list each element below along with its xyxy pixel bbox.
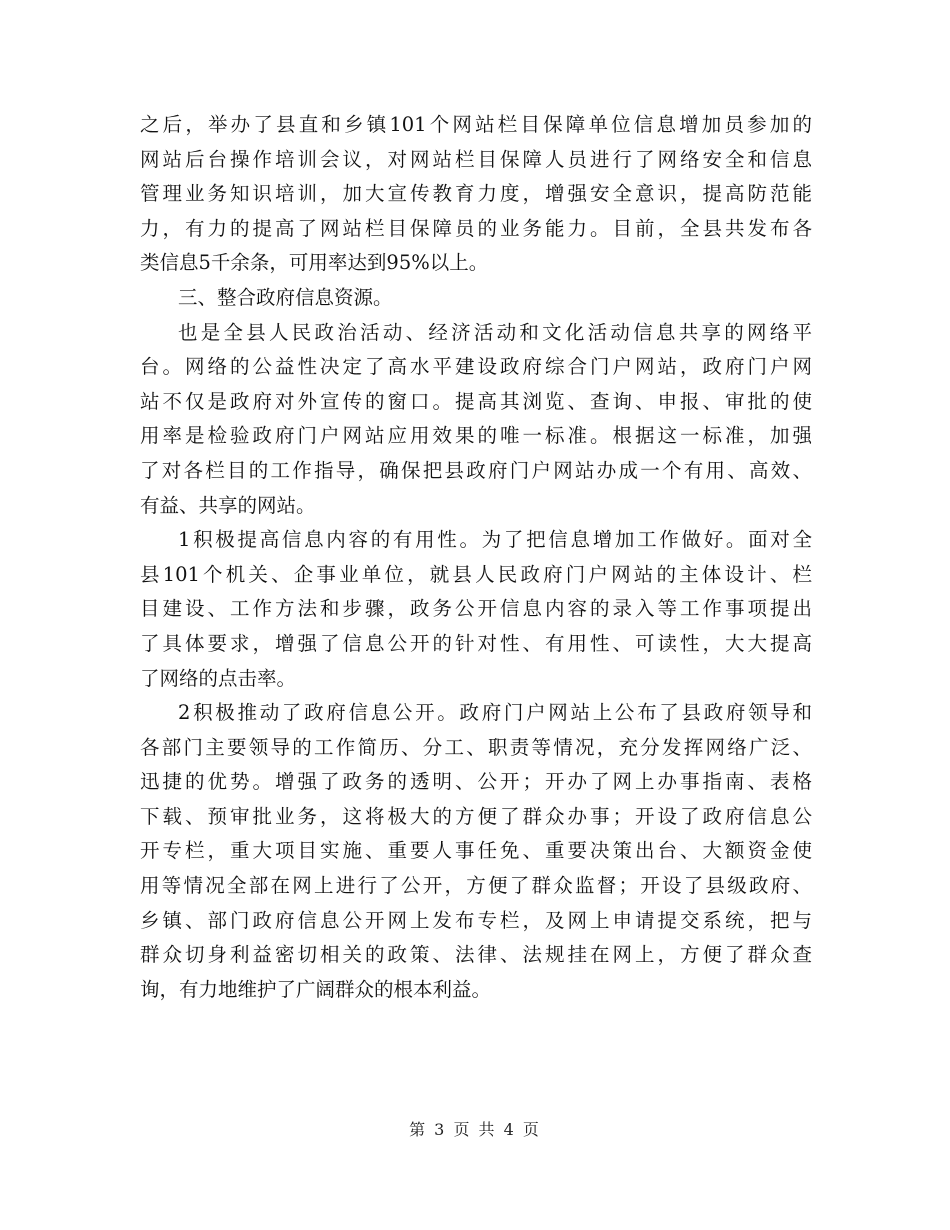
text-line: 1积极提高信息内容的有用性。为了把信息增加工作做好。面对全 bbox=[178, 528, 812, 552]
text-line: 县101个机关、企事业单位，就县人民政府门户网站的主体设计、栏 bbox=[140, 562, 812, 586]
page-footer: 第 3 页 共 4 页 bbox=[409, 1120, 541, 1139]
text-line: 群众切身利益密切相关的政策、法律、法规挂在网上，方便了群众查 bbox=[140, 943, 812, 967]
text-line: 之后，举办了县直和乡镇101个网站栏目保障单位信息增加员参加的 bbox=[140, 113, 812, 136]
text-line: 网站后台操作培训会议，对网站栏目保障人员进行了网络安全和信息 bbox=[140, 147, 812, 171]
text-line: 了具体要求，增强了信息公开的针对性、有用性、可读性，大大提高 bbox=[140, 631, 812, 655]
text-line: 询，有力地维护了广阔群众的根本利益。 bbox=[140, 977, 492, 1001]
text-line: 下载、预审批业务，这将极大的方便了群众办事；开设了政府信息公 bbox=[140, 804, 812, 828]
text-line: 类信息5千余条，可用率达到95%以上。 bbox=[140, 251, 489, 275]
text-line: 管理业务知识培训，加大宣传教育力度，增强安全意识，提高防范能 bbox=[140, 182, 812, 206]
text-line: 有益、共享的网站。 bbox=[140, 493, 316, 517]
document-body bbox=[140, 108, 812, 1007]
text-line: 迅捷的优势。增强了政务的透明、公开；开办了网上办事指南、表格 bbox=[140, 770, 812, 794]
text-line: 站不仅是政府对外宣传的窗口。提高其浏览、查询、申报、审批的使 bbox=[140, 389, 812, 413]
text-line: 用率是检验政府门户网站应用效果的唯一标准。根据这一标准，加强 bbox=[140, 424, 812, 448]
section-heading: 三、整合政府信息资源。 bbox=[178, 285, 393, 309]
text-line: 也是全县人民政治活动、经济活动和文化活动信息共享的网络平 bbox=[178, 320, 812, 344]
text-line: 目建设、工作方法和步骤，政务公开信息内容的录入等工作事项提出 bbox=[140, 597, 812, 621]
text-line: 台。网络的公益性决定了高水平建设政府综合门户网站，政府门户网 bbox=[140, 355, 812, 379]
text-line: 2积极推动了政府信息公开。政府门户网站上公布了县政府领导和 bbox=[178, 701, 812, 725]
text-line: 力，有力的提高了网站栏目保障员的业务能力。目前，全县共发布各 bbox=[140, 216, 812, 240]
text-line: 了对各栏目的工作指导，确保把县政府门户网站办成一个有用、高效、 bbox=[140, 458, 812, 482]
text-line: 乡镇、部门政府信息公开网上发布专栏，及网上申请提交系统，把与 bbox=[140, 908, 812, 932]
text-line: 各部门主要领导的工作简历、分工、职责等情况，充分发挥网络广泛、 bbox=[140, 735, 812, 759]
text-line: 开专栏，重大项目实施、重要人事任免、重要决策出台、大额资金使 bbox=[140, 839, 812, 863]
text-line: 了网络的点击率。 bbox=[140, 666, 297, 690]
text-line: 用等情况全部在网上进行了公开，方便了群众监督；开设了县级政府、 bbox=[140, 874, 812, 898]
